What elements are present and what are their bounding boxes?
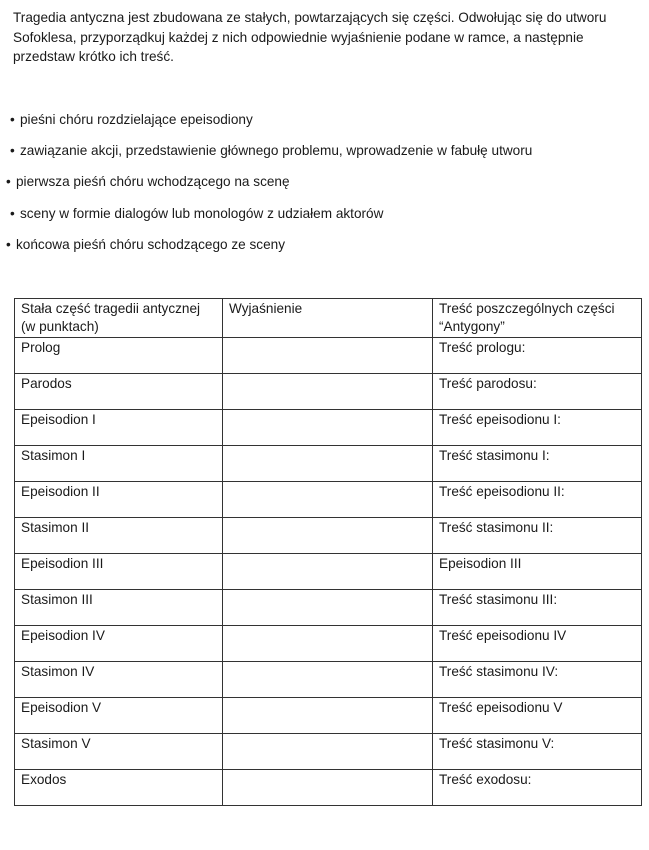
content-cell[interactable]: Treść stasimonu I: <box>433 446 642 482</box>
content-cell[interactable]: Treść exodosu: <box>433 770 642 806</box>
explanation-cell[interactable] <box>223 482 433 518</box>
list-item-text: zawiązanie akcji, przedstawienie głównego problemu, wprowadzenie w fabułę utworu <box>20 143 533 159</box>
list-item <box>10 141 532 172</box>
table-row <box>15 482 642 518</box>
content-cell[interactable]: Treść parodosu: <box>433 374 642 410</box>
explanation-cell[interactable] <box>223 626 433 662</box>
content-cell[interactable]: Treść stasimonu III: <box>433 590 642 626</box>
part-cell: Stasimon II <box>15 518 223 554</box>
bullet-icon: • <box>10 205 15 221</box>
part-cell: Stasimon I <box>15 446 223 482</box>
table-row <box>15 770 642 806</box>
table-header-row <box>15 299 642 338</box>
part-cell: Epeisodion II <box>15 482 223 518</box>
header-content-line2: “Antygony” <box>439 319 505 334</box>
explanation-cell[interactable] <box>223 590 433 626</box>
explanation-cell[interactable] <box>223 698 433 734</box>
list-item <box>10 110 532 141</box>
content-cell[interactable]: Treść epeisodionu IV <box>433 626 642 662</box>
content-cell[interactable]: Treść epeisodionu I: <box>433 410 642 446</box>
bullet-icon: • <box>10 112 15 127</box>
part-cell: Prolog <box>15 338 223 374</box>
table-row <box>15 374 642 410</box>
part-cell: Stasimon III <box>15 590 223 626</box>
explanation-cell[interactable] <box>223 374 433 410</box>
explanation-cell[interactable] <box>223 338 433 374</box>
header-explanation: Wyjaśnienie <box>223 299 433 338</box>
list-item-text: pieśni chóru rozdzielające epeisodiony <box>20 112 253 127</box>
content-cell[interactable]: Treść stasimonu IV: <box>433 662 642 698</box>
list-item-text: końcowa pieśń chóru schodzącego ze sceny <box>16 236 286 252</box>
list-item-text: sceny w formie dialogów lub monologów z udziałem aktorów <box>20 205 384 221</box>
explanations-list <box>6 110 533 266</box>
header-content <box>433 299 642 338</box>
list-item <box>6 172 532 203</box>
content-cell[interactable]: Treść stasimonu II: <box>433 518 642 554</box>
bullet-icon: • <box>6 174 11 190</box>
content-cell[interactable]: Treść stasimonu V: <box>433 734 642 770</box>
explanation-cell[interactable] <box>223 662 433 698</box>
list-item-text: pierwsza pieśń chóru wchodzącego na scenę <box>16 174 290 190</box>
table-row <box>15 338 642 374</box>
table-row <box>15 662 642 698</box>
list-item <box>6 235 532 266</box>
content-cell[interactable]: Treść epeisodionu II: <box>433 482 642 518</box>
header-part-line1: Stała część tragedii antycznej <box>21 301 201 316</box>
tragedy-parts-table <box>14 298 642 806</box>
content-cell[interactable]: Epeisodion III <box>433 554 642 590</box>
explanation-cell[interactable] <box>223 446 433 482</box>
table-row <box>15 626 642 662</box>
content-cell[interactable]: Treść prologu: <box>433 338 642 374</box>
table-row <box>15 518 642 554</box>
table-row <box>15 446 642 482</box>
part-cell: Stasimon IV <box>15 662 223 698</box>
header-part <box>15 299 223 338</box>
part-cell: Epeisodion III <box>15 554 223 590</box>
table-row <box>15 410 642 446</box>
table-row <box>15 734 642 770</box>
table-row <box>15 698 642 734</box>
part-cell: Epeisodion IV <box>15 626 223 662</box>
part-cell: Parodos <box>15 374 223 410</box>
table-row <box>15 590 642 626</box>
explanation-cell[interactable] <box>223 554 433 590</box>
table-row <box>15 554 642 590</box>
part-cell: Exodos <box>15 770 223 806</box>
part-cell: Stasimon V <box>15 734 223 770</box>
part-cell: Epeisodion I <box>15 410 223 446</box>
header-part-line2: (w punktach) <box>21 319 99 334</box>
explanation-cell[interactable] <box>223 410 433 446</box>
bullet-icon: • <box>6 236 11 252</box>
explanation-cell[interactable] <box>223 518 433 554</box>
intro-paragraph: Tragedia antyczna jest zbudowana ze stałych, powtarzających się części. Odwołując się do utworu Sofoklesa, przyporządkuj każdej z nich odpowiednie wyjaśnienie podane w ramce, a następnie przedstaw krótko ich treść. <box>13 10 607 64</box>
explanation-cell[interactable] <box>223 734 433 770</box>
part-cell: Epeisodion V <box>15 698 223 734</box>
header-content-line1: Treść poszczególnych części <box>439 301 615 316</box>
explanation-cell[interactable] <box>223 770 433 806</box>
bullet-icon: • <box>10 143 15 159</box>
list-item <box>10 204 532 235</box>
content-cell[interactable]: Treść epeisodionu V <box>433 698 642 734</box>
